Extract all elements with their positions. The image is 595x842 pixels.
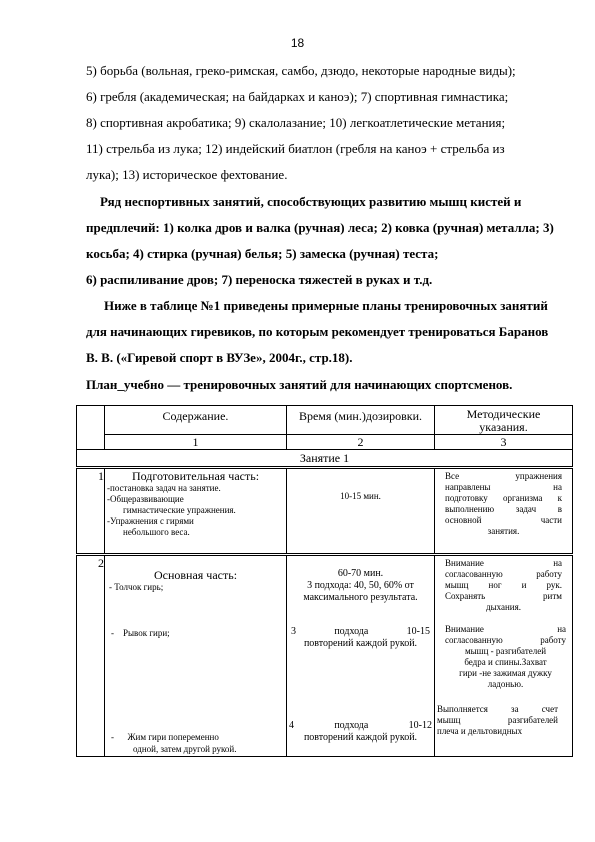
note-line: Выполняется за счет bbox=[437, 704, 558, 714]
section-time bbox=[287, 555, 435, 757]
paragraph-line: лука); 13) историческое фехтование. bbox=[86, 167, 288, 182]
paragraph-line: 6) распиливание дров; 7) переноска тяжестей в руках и т.д. bbox=[86, 272, 433, 287]
content-line: -постановка задач на занятие. bbox=[107, 483, 221, 493]
paragraph-line: 5) борьба (вольная, греко-римская, самбо, дзюдо, некоторые народные виды); bbox=[86, 63, 516, 78]
note-line: направлены на bbox=[445, 482, 562, 492]
section-content bbox=[105, 555, 287, 757]
time-line: максимального результата. bbox=[303, 592, 418, 603]
note-line: Сохранять ритм bbox=[445, 591, 562, 601]
content-line: -Упражнения с гирями bbox=[107, 516, 194, 526]
note-line: занятия. bbox=[487, 526, 520, 536]
content-line: небольшого веса. bbox=[123, 527, 190, 537]
note-line: дыхания. bbox=[485, 602, 522, 612]
content-line: - Рывок гири; bbox=[111, 628, 170, 638]
content-line: -Общеразвивающие bbox=[107, 494, 184, 504]
section-time: 10-15 мин. bbox=[287, 468, 435, 555]
section-title: Основная часть: bbox=[153, 568, 238, 582]
content-line: - Жим гири попеременно bbox=[111, 732, 219, 742]
note-line: Внимание на bbox=[445, 624, 566, 634]
note-line: Внимание на bbox=[445, 558, 562, 568]
time-line: повторений каждой рукой. bbox=[303, 638, 418, 649]
occupation-title: Занятие 1 bbox=[77, 450, 573, 468]
section-title: Подготовительная часть: bbox=[131, 469, 260, 483]
time-line: 60-70 мин. bbox=[337, 568, 384, 579]
paragraph-line: 8) спортивная акробатика; 9) скалолазание; 10) легкоатлетические метания; bbox=[86, 115, 506, 130]
column-number: 2 bbox=[287, 435, 435, 450]
note-line: подготовку организма к bbox=[445, 493, 562, 503]
time-line: 4 подхода 10-12 bbox=[289, 720, 432, 731]
paragraph-line: косьба; 4) стирка (ручная) белья; 5) замеска (ручная) теста; bbox=[86, 246, 439, 261]
paragraph-line: предплечий: 1) колка дров и валка (ручная) леса; 2) ковка (ручная) металла; 3) bbox=[86, 220, 554, 235]
content-line: одной, затем другой рукой. bbox=[133, 744, 237, 754]
note-line: бедра и спины.Захват bbox=[464, 657, 547, 667]
note-line: выполнению задач в bbox=[445, 504, 562, 514]
section-notes bbox=[435, 468, 573, 555]
section-content bbox=[105, 468, 287, 555]
note-line: мышц ног и рук. bbox=[445, 580, 562, 590]
paragraph-line: В. В. («Гиревой спорт в ВУЗе», 2004г., стр.18). bbox=[86, 350, 353, 365]
note-line: Все упражнения bbox=[445, 471, 562, 481]
row-number: 2 bbox=[77, 555, 105, 757]
note-line: мышц - разгибателей bbox=[464, 646, 547, 656]
header-time: Время (мин.)дозировки. bbox=[287, 406, 435, 435]
content-line: - Толчок гирь; bbox=[109, 582, 164, 592]
note-line: мышц разгибателей bbox=[437, 715, 558, 725]
note-line: ладонью. bbox=[487, 679, 524, 689]
note-line: согласованную работу bbox=[445, 569, 562, 579]
header-content: Содержание. bbox=[105, 406, 287, 435]
paragraph-line: Ряд неспортивных занятий, способствующих развитию мышц кистей и bbox=[100, 194, 522, 209]
table-header-row bbox=[77, 406, 573, 435]
paragraph-line: для начинающих гиревиков, по которым рекомендует тренироваться Баранов bbox=[86, 324, 549, 339]
table-row bbox=[77, 468, 573, 555]
training-plan-table bbox=[76, 405, 573, 757]
note-line: согласованную работу bbox=[445, 635, 566, 645]
time-line: 3 подхода 10-15 bbox=[291, 626, 430, 637]
note-line: основной части bbox=[445, 515, 562, 525]
paragraph-line: 6) гребля (академическая; на байдарках и каноэ); 7) спортивная гимнастика; bbox=[86, 89, 509, 104]
column-number: 1 bbox=[105, 435, 287, 450]
paragraph-line: 11) стрельба из лука; 12) индейский биатлон (гребля на каноэ + стрельба из bbox=[86, 141, 505, 156]
occupation-row bbox=[77, 450, 573, 468]
page-number: 18 bbox=[290, 36, 305, 50]
content-line: гимнастические упражнения. bbox=[123, 505, 236, 515]
table-row bbox=[77, 555, 573, 757]
note-line: плеча и дельтовидных bbox=[437, 726, 523, 736]
time-line: повторений каждой рукой. bbox=[303, 732, 418, 743]
row-number: 1 bbox=[77, 468, 105, 555]
header-notes: Методические указания. bbox=[435, 406, 573, 435]
paragraph-line: Ниже в таблице №1 приведены примерные планы тренировочных занятий bbox=[104, 298, 548, 313]
time-line: 3 подхода: 40, 50, 60% от bbox=[307, 580, 414, 591]
column-number: 3 bbox=[435, 435, 573, 450]
note-line: гири -не зажимая дужку bbox=[459, 668, 552, 678]
table-caption: План_учебно — тренировочных занятий для начинающих спортсменов. bbox=[86, 377, 513, 392]
row-number-header bbox=[77, 406, 105, 450]
section-notes bbox=[435, 555, 573, 757]
column-number-row bbox=[77, 435, 573, 450]
